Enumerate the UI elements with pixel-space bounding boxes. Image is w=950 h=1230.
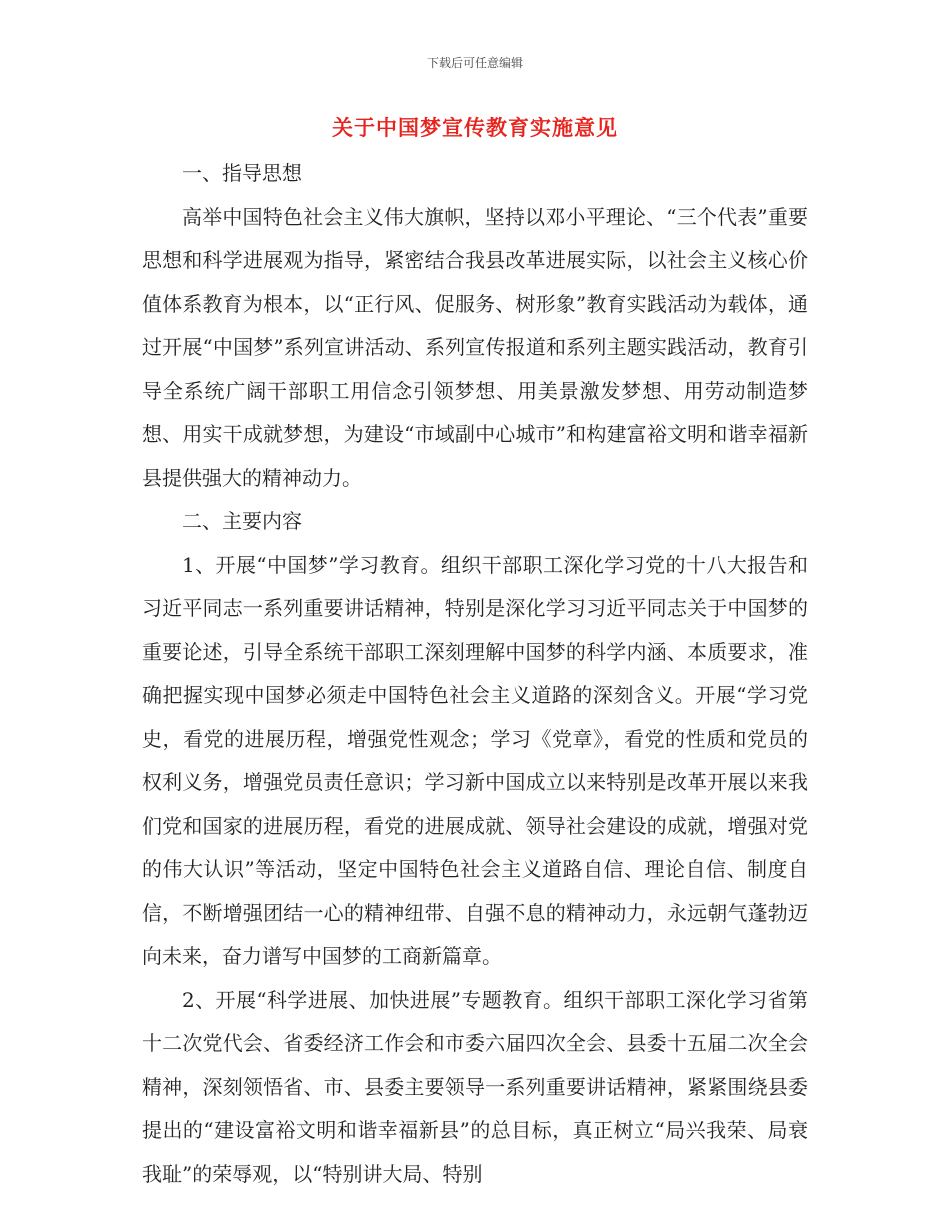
paragraph-guiding-ideology: 高举中国特色社会主义伟大旗帜，坚持以邓小平理论、“三个代表”重要思想和科学进展观为指导，紧密结合我县改革进展实际，以社会主义核心价值体系教育为根本，以“正行风、促服务、树形象”教育实践活动为载体，通过开展“中国梦”系列宣讲活动、系列宣传报道和系列主题实践活动，教育引导全系统广阔干部职工用信念引领梦想、用美景激发梦想、用劳动制造梦想、用实干成就梦想，为建设“市域副中心城市”和构建富裕文明和谐幸福新县提供强大的精神动力。 (142, 204, 808, 490)
paragraph-item-1: 1、开展“中国梦”学习教育。组织干部职工深化学习党的十八大报告和习近平同志一系列重要讲话精神，特别是深化学习习近平同志关于中国梦的重要论述，引导全系统干部职工深刻理解中国梦的科学内涵、本质要求，准确把握实现中国梦必须走中国特色社会主义道路的深刻含义。开展“学习党史，看党的进展历程，增强党性观念；学习《党章》，看党的性质和党员的权利义务，增强党员责任意识；学习新中国成立以来特别是改革开展以来我们党和国家的进展历程，看党的进展成就、领导社会建设的成就，增强对党的伟大认识”等活动，坚定中国特色社会主义道路自信、理论自信、制度自信，不断增强团结一心的精神纽带、自强不息的精神动力，永远朝气蓬勃迈向未来，奋力谱写中国梦的工商新篇章。 (142, 552, 808, 968)
document-title: 关于中国梦宣传教育实施意见 (332, 116, 618, 140)
document-body (142, 152, 808, 1196)
paragraph-item-2: 2、开展“科学进展、加快进展”专题教育。组织干部职工深化学习省第十二次党代会、省委经济工作会和市委六届四次全会、县委十五届二次全会精神，深刻领悟省、市、县委主要领导一系列重要讲话精神，紧紧围绕县委提出的“建设富裕文明和谐幸福新县”的总目标，真正树立“局兴我荣、局衰我耻”的荣辱观，以“特别讲大局、特别 (142, 987, 808, 1186)
section-heading-main-content: 二、主要内容 (182, 509, 302, 533)
section-heading-guiding-ideology: 一、指导思想 (182, 161, 302, 185)
page-header-note: 下载后可任意编辑 (426, 56, 523, 70)
